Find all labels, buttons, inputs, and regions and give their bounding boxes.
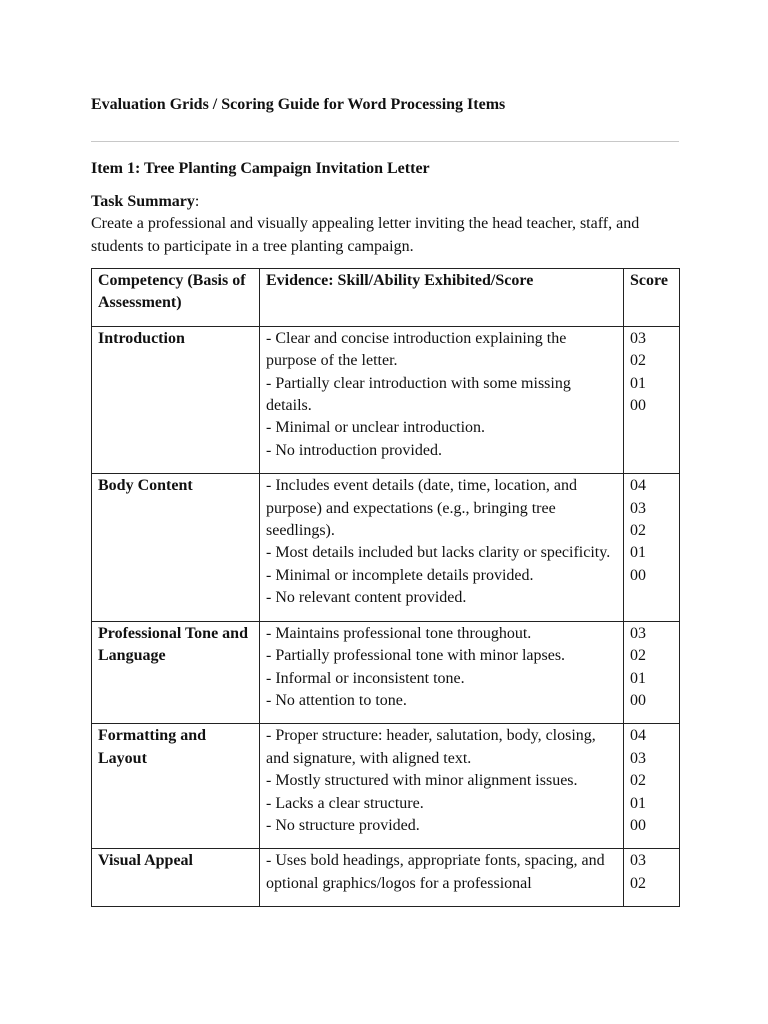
table-row xyxy=(92,849,680,907)
score-value: 03 xyxy=(630,852,646,870)
score-value: 03 xyxy=(630,499,646,517)
evidence-line: - Proper structure: header, salutation, body, closing, and signature, with aligned text. xyxy=(266,727,596,767)
evidence-cell xyxy=(260,724,624,849)
score-value: 01 xyxy=(630,794,646,812)
evidence-line: - Uses bold headings, appropriate fonts, spacing, and optional graphics/logos for a professional xyxy=(266,852,605,892)
score-value: 01 xyxy=(630,544,646,562)
horizontal-rule xyxy=(91,141,679,142)
task-summary-heading: Task Summary xyxy=(91,193,195,210)
evidence-line: - Clear and concise introduction explaining the purpose of the letter. xyxy=(266,329,567,370)
evidence-line: - No introduction provided. xyxy=(266,441,442,459)
competency-cell: Formatting and Layout xyxy=(92,724,260,849)
score-value: 01 xyxy=(630,374,646,392)
evidence-line: - Informal or inconsistent tone. xyxy=(266,669,465,687)
evidence-line: - Lacks a clear structure. xyxy=(266,794,424,812)
document-title: Evaluation Grids / Scoring Guide for Word Processing Items xyxy=(91,96,506,113)
evidence-line: - Minimal or unclear introduction. xyxy=(266,419,486,437)
score-value: 01 xyxy=(630,669,646,687)
score-cell xyxy=(624,849,680,907)
evidence-line: - Partially clear introduction with some missing details. xyxy=(266,374,571,415)
score-value: 02 xyxy=(630,874,646,892)
evidence-line: - Most details included but lacks clarity or specificity. xyxy=(266,544,611,562)
competency-cell: Professional Tone and Language xyxy=(92,621,260,724)
score-value: 00 xyxy=(630,566,646,584)
score-cell xyxy=(624,474,680,621)
evidence-line: - Mostly structured with minor alignment issues. xyxy=(266,772,578,790)
score-value: 02 xyxy=(630,647,646,665)
scoring-table xyxy=(91,268,680,907)
competency-cell: Body Content xyxy=(92,474,260,621)
score-cell xyxy=(624,326,680,473)
score-value: 00 xyxy=(630,816,646,834)
table-body xyxy=(92,326,680,906)
header-competency: Competency (Basis of Assessment) xyxy=(92,269,260,327)
score-value: 03 xyxy=(630,329,646,347)
score-value: 04 xyxy=(630,727,646,745)
table-row xyxy=(92,474,680,621)
header-score: Score xyxy=(624,269,680,327)
task-summary-text: Create a professional and visually appealing letter inviting the head teacher, staff, and students to participate in a tree planting campaign. xyxy=(91,215,640,255)
task-summary-heading-line xyxy=(91,191,679,213)
evidence-line: - Maintains professional tone throughout. xyxy=(266,624,532,642)
score-value: 02 xyxy=(630,772,646,790)
score-value: 02 xyxy=(630,522,646,540)
evidence-cell xyxy=(260,326,624,473)
competency-cell: Visual Appeal xyxy=(92,849,260,907)
evidence-line: - Minimal or incomplete details provided. xyxy=(266,566,534,584)
table-row xyxy=(92,621,680,724)
table-row xyxy=(92,326,680,473)
evidence-line: - No attention to tone. xyxy=(266,691,407,709)
score-value: 03 xyxy=(630,624,646,642)
score-value: 03 xyxy=(630,749,646,767)
score-value: 04 xyxy=(630,477,646,495)
score-value: 02 xyxy=(630,352,646,370)
header-evidence: Evidence: Skill/Ability Exhibited/Score xyxy=(260,269,624,327)
score-cell xyxy=(624,724,680,849)
table-header-row xyxy=(92,269,680,327)
evidence-cell xyxy=(260,849,624,907)
evidence-line: - Includes event details (date, time, location, and purpose) and expectations (e.g., bringing tree seedlings). xyxy=(266,477,577,540)
competency-cell: Introduction xyxy=(92,326,260,473)
score-value: 00 xyxy=(630,691,646,709)
evidence-line: - No relevant content provided. xyxy=(266,589,467,607)
score-cell xyxy=(624,621,680,724)
score-value: 00 xyxy=(630,397,646,415)
table-row xyxy=(92,724,680,849)
task-summary-colon: : xyxy=(194,193,200,210)
evidence-line: - Partially professional tone with minor lapses. xyxy=(266,647,566,665)
task-summary xyxy=(91,191,679,258)
item-title: Item 1: Tree Planting Campaign Invitation Letter xyxy=(91,160,430,177)
evidence-line: - No structure provided. xyxy=(266,816,420,834)
evidence-cell xyxy=(260,621,624,724)
evidence-cell xyxy=(260,474,624,621)
